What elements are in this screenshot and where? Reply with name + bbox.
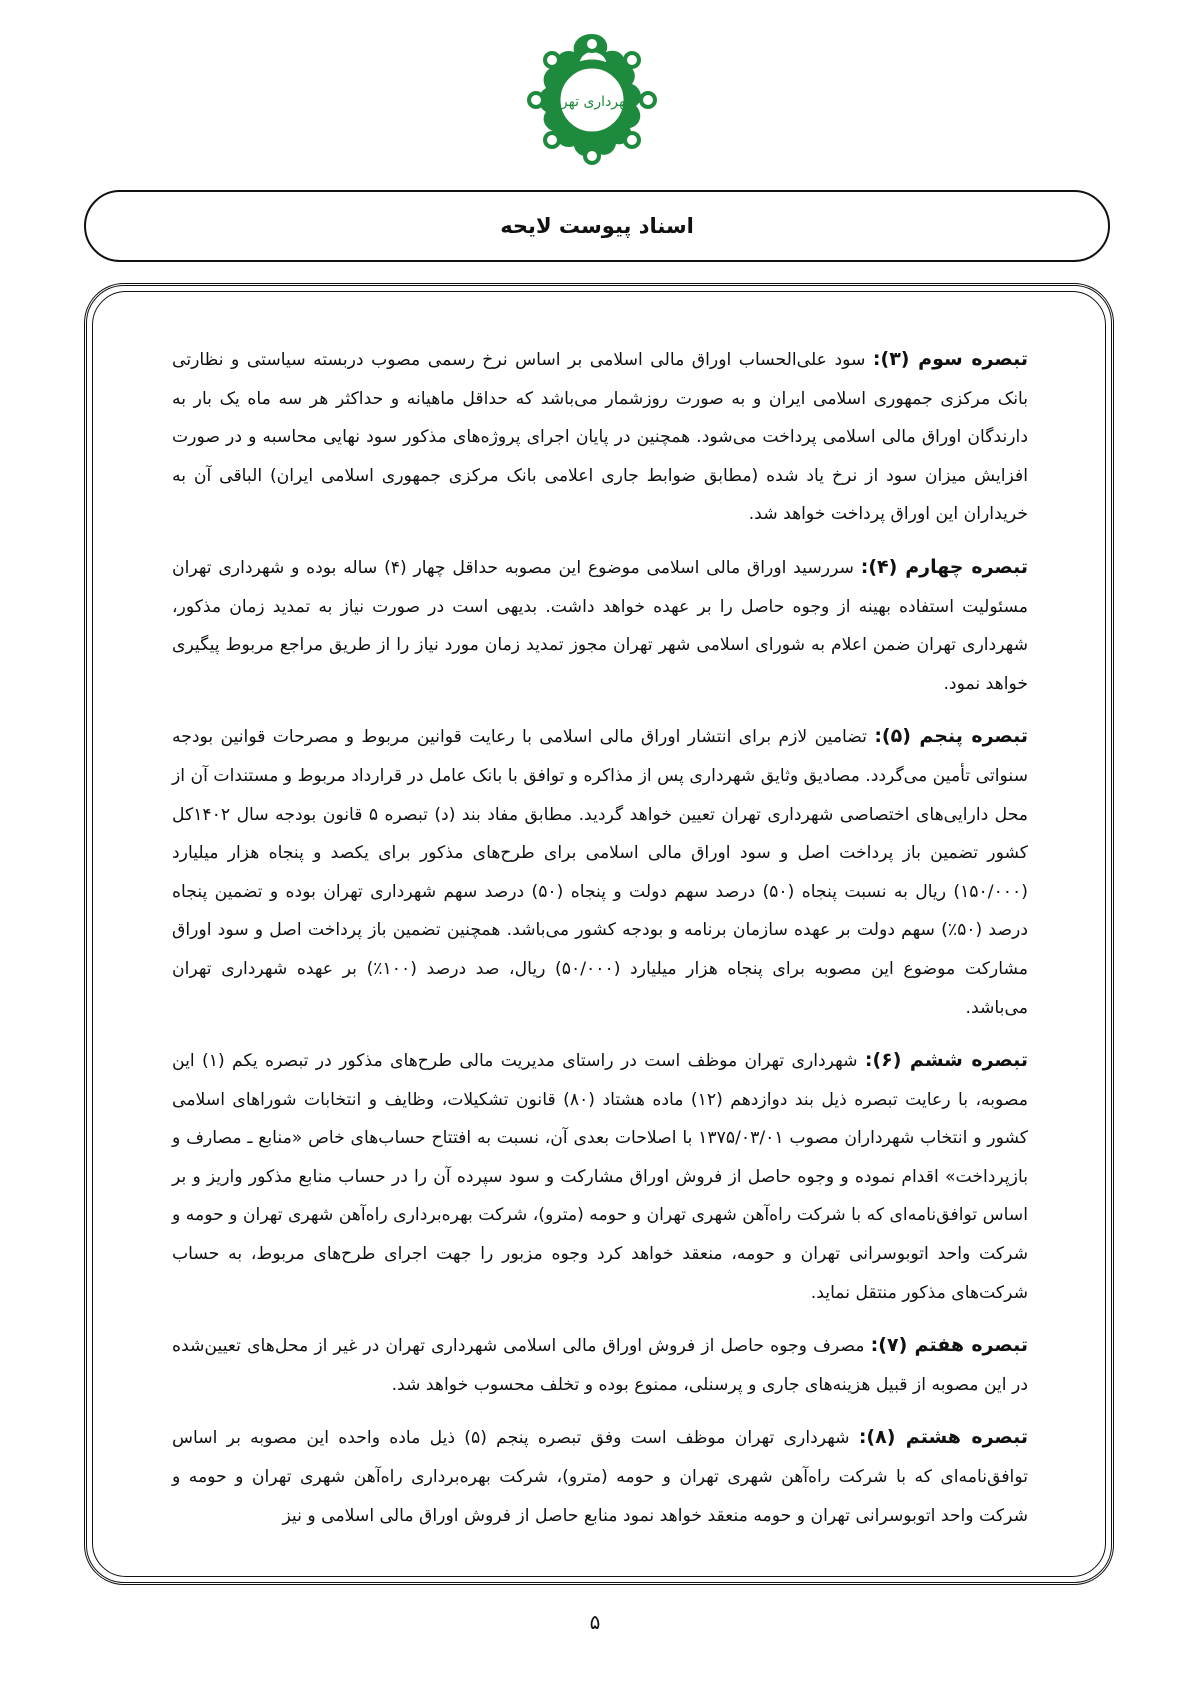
clause-paragraph: [172, 1418, 1028, 1535]
clause-heading: تبصره هشتم (۸):: [858, 1426, 1029, 1449]
tehran-municipality-logo: [522, 30, 662, 170]
clause-text: شهرداری تهران موظف است در راستای مدیریت مالی طرح‌های مذکور در تبصره یکم (۱) این مصوبه، با رعایت تبصره ذیل بند دوازدهم (۱۲) ماده هشتاد (۸۰) قانون تشکیلات، وظایف و انتخابات شوراهای اسلامی کشور و انتخاب شهرداران مصوب ۱۳۷۵/۰۳/۰۱ با اصلاحات بعدی آن، نسبت به افتتاح حساب‌های خاص «منابع ـ مصارف و بازپرداخت» اقدام نموده و وجوه حاصل از فروش اوراق مشارکت و سود سپرده آن را در حساب منابع مذکور واریز و بر اساس توافق‌نامه‌ای که با شرکت راه‌آهن شهری تهران و حومه (مترو)، شرکت بهره‌برداری راه‌آهن شهری تهران و حومه و شرکت واحد اتوبوسرانی تهران و حومه، منعقد خواهد کرد وجوه مزبور را جهت اجرای طرح‌های مربوط، به حساب شرکت‌های مذکور منتقل نماید.: [172, 1051, 1028, 1303]
logo-emblem-icon: [522, 30, 662, 170]
clause-paragraph: [172, 548, 1028, 703]
clause-text: سررسید اوراق مالی اسلامی موضوع این مصوبه حداقل چهار (۴) ساله بوده و شهرداری تهران مسئولیت استفاده بهینه از وجوه حاصل را بر عهده خواهد داشت. بدیهی است در صورت نیاز به تمدید زمان مذکور، شهرداری تهران ضمن اعلام به شورای اسلامی شهر تهران مجوز تمدید زمان مورد نیاز را از طریق مراجع مربوط پیگیری خواهد نمود.: [172, 557, 1028, 694]
clause-heading: تبصره هفتم (۷):: [870, 1334, 1028, 1357]
clause-paragraph: [172, 340, 1028, 534]
clause-paragraph: [172, 1326, 1028, 1404]
clause-paragraph: [172, 717, 1028, 1027]
clause-text: سود علی‌الحساب اوراق مالی اسلامی بر اساس نرخ رسمی مصوب دربسته سیاستی و نظارتی بانک مرکزی جمهوری اسلامی ایران و به صورت روزشمار می‌باشد که حداقل ماهیانه و حداکثر هر سه ماه یک بار به دارندگان اوراق مالی اسلامی پرداخت می‌شود. همچنین در پایان اجرای پروژه‌های مذکور سود نهایی محاسبه و در صورت افزایش میزان سود از نرخ یاد شده (مطابق ضوابط جاری اعلامی بانک مرکزی جمهوری اسلامی ایران) الباقی آن به خریداران این اوراق پرداخت خواهد شد.: [172, 350, 1028, 525]
clause-paragraph: [172, 1041, 1028, 1312]
document-body: [172, 340, 1028, 1549]
clause-text: تضامین لازم برای انتشار اوراق مالی اسلامی با رعایت قوانین مربوط و مصرحات قوانین بودجه سنواتی تأمین می‌گردد. مصادیق وثایق شهرداری پس از مذاکره و توافق با بانک عامل در قرارداد مربوط و مستندات آن از محل دارایی‌های اختصاصی شهرداری تهران تعیین خواهد گردید. مطابق مفاد بند (د) تبصره ۵ قانون بودجه سال ۱۴۰۲کل کشور تضمین باز پرداخت اصل و سود اوراق مالی اسلامی برای طرح‌های مذکور برای یکصد و پنجاه هزار میلیارد (۱۵۰/۰۰۰) ریال به نسبت پنجاه (۵۰) درصد سهم دولت و پنجاه (۵۰) درصد سهم شهرداری تهران بوده و تضمین پنجاه درصد (۵۰٪) سهم دولت بر عهده سازمان برنامه و بودجه کشور می‌باشد. همچنین تضمین باز پرداخت اصل و سود اوراق مشارکت موضوع این مصوبه برای پنجاه هزار میلیارد (۵۰/۰۰۰) ریال، صد درصد (۱۰۰٪) بر عهده شهرداری تهران می‌باشد.: [171, 727, 1028, 1018]
page-number: ۵: [589, 1610, 601, 1634]
clause-text: شهرداری تهران موظف است وفق تبصره پنجم (۵) ذیل ماده واحده این مصوبه بر اساس توافق‌نامه‌ای که با شرکت راه‌آهن شهری تهران و حومه (مترو)، شرکت بهره‌برداری راه‌آهن شهری تهران و حومه و شرکت واحد اتوبوسرانی تهران و حومه منعقد خواهد نمود منابع حاصل از فروش اوراق مالی اسلامی و نیز: [172, 1428, 1028, 1526]
clause-heading: تبصره چهارم (۴):: [860, 555, 1029, 578]
clause-heading: تبصره پنجم (۵):: [874, 725, 1029, 748]
page-title: اسناد پیوست لایحه: [500, 214, 694, 238]
logo-text: شهرداری تهران: [546, 94, 638, 110]
clause-heading: تبصره سوم (۳):: [872, 348, 1028, 370]
title-box: [84, 190, 1110, 262]
clause-heading: تبصره ششم (۶):: [864, 1049, 1029, 1072]
clause-text: مصرف وجوه حاصل از فروش اوراق مالی اسلامی شهرداری تهران در غیر از محل‌های تعیین‌شده در این مصوبه از قبیل هزینه‌های جاری و پرسنلی، ممنوع بوده و تخلف محسوب خواهد شد.: [172, 1336, 1028, 1395]
